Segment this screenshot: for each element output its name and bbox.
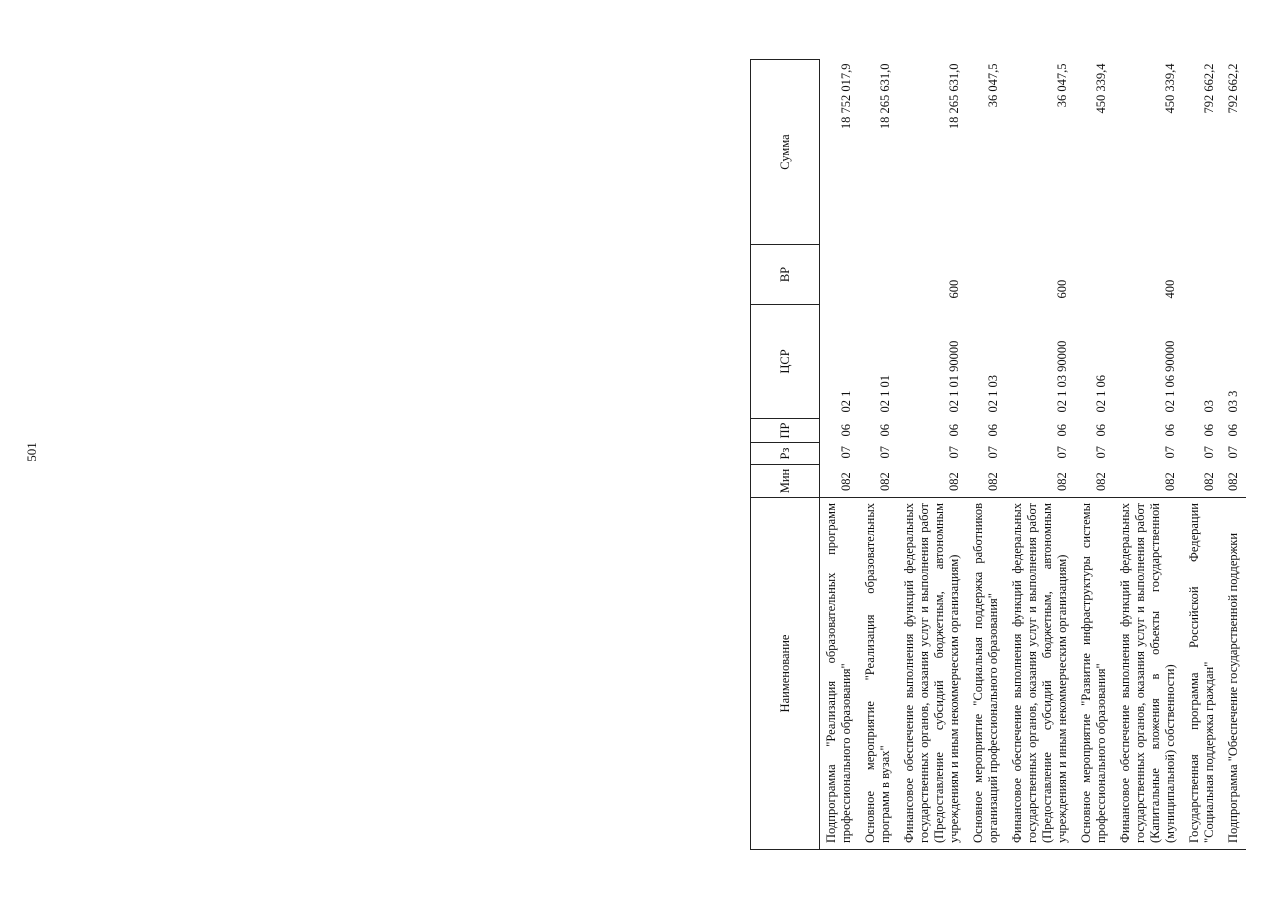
row-vr (967, 245, 1006, 305)
table-row (967, 60, 1006, 850)
row-sum: 18 265 631,0 (947, 63, 961, 130)
row-pr: 06 (947, 424, 961, 437)
row-min: 082 (1055, 472, 1069, 491)
row-name: Финансовое обеспечение выполнения функций федеральных государственных органов, оказания услуг и выполнения работ (Предоставление субсидий бюджетным, автономным учреждениям и иным некоммерческим организациям) (898, 498, 967, 850)
row-sum: 792 662,2 (1226, 63, 1240, 114)
row-csr: 02 1 01 90000 (947, 340, 961, 413)
row-csr: 03 3 (1226, 390, 1240, 413)
row-name: Финансовое обеспечение выполнения функций федеральных государственных органов, оказания услуг и выполнения работ (Капитальные вложения в объекты государственной (муниципальной) собственности) (1114, 498, 1183, 850)
row-name: Подпрограмма "Реализация образовательных программ профессионального образования" (820, 498, 860, 850)
header-name: Наименование (751, 498, 820, 850)
row-sum: 18 265 631,0 (878, 63, 892, 130)
row-pr: 06 (1055, 424, 1069, 437)
table-row (1114, 60, 1183, 850)
row-vr (1222, 245, 1246, 305)
row-csr: 02 1 06 (1094, 375, 1108, 413)
row-pr: 06 (1094, 424, 1108, 437)
rotated-page-content (750, 60, 1275, 850)
row-rz: 07 (947, 446, 961, 459)
header-vr: ВР (751, 245, 820, 305)
row-rz: 07 (1055, 446, 1069, 459)
row-rz: 07 (986, 446, 1000, 459)
row-vr (859, 245, 898, 305)
header-pr: ПР (751, 419, 820, 443)
row-min: 082 (1226, 472, 1240, 491)
row-min: 082 (986, 472, 1000, 491)
row-csr: 02 1 (839, 390, 853, 413)
table-row (1075, 60, 1114, 850)
row-csr: 02 1 06 90000 (1163, 340, 1177, 413)
row-name: Финансовое обеспечение выполнения функций федеральных государственных органов, оказания услуг и выполнения работ (Предоставление субсидий бюджетным, автономным учреждениям и иным некоммерческим организациям) (1006, 498, 1075, 850)
header-csr: ЦСР (751, 305, 820, 419)
table-row (1183, 60, 1222, 850)
row-rz: 07 (1163, 446, 1177, 459)
row-csr: 02 1 01 (878, 375, 892, 413)
row-rz: 07 (1226, 446, 1240, 459)
row-min: 082 (839, 472, 853, 491)
row-rz: 07 (839, 446, 853, 459)
row-rz: 07 (1094, 446, 1108, 459)
table-row (1006, 60, 1075, 850)
row-min: 082 (1094, 472, 1108, 491)
row-vr: 400 (1163, 279, 1177, 299)
row-csr: 03 (1202, 400, 1216, 413)
header-sum: Сумма (751, 60, 820, 245)
table-header-row (751, 60, 820, 850)
row-vr (1075, 245, 1114, 305)
row-name: Государственная программа Российской Федерации "Социальная поддержка граждан" (1183, 498, 1222, 850)
table-row (820, 60, 860, 850)
header-rz: Рз (751, 443, 820, 465)
page-number: 501 (24, 442, 39, 462)
row-vr (1183, 245, 1222, 305)
row-min: 082 (878, 472, 892, 491)
row-sum: 36 047,5 (1055, 63, 1069, 108)
row-sum: 792 662,2 (1202, 63, 1216, 114)
row-name: Основное мероприятие "Реализация образовательных программ в вузах" (859, 498, 898, 850)
row-min: 082 (1163, 472, 1177, 491)
row-sum: 18 752 017,9 (839, 63, 853, 130)
row-csr: 02 1 03 (986, 375, 1000, 413)
row-pr: 06 (878, 424, 892, 437)
table-row (1222, 60, 1246, 850)
row-pr: 06 (1202, 424, 1216, 437)
row-name: Основное мероприятие "Социальная поддержка работников организаций профессионального образования" (967, 498, 1006, 850)
row-name: Подпрограмма "Обеспечение государственной поддержки (1222, 498, 1246, 850)
row-pr: 06 (1226, 424, 1240, 437)
budget-table (750, 59, 1246, 850)
row-pr: 06 (839, 424, 853, 437)
row-sum: 450 339,4 (1163, 63, 1177, 114)
row-vr: 600 (947, 279, 961, 299)
row-sum: 36 047,5 (986, 63, 1000, 108)
row-min: 082 (947, 472, 961, 491)
row-rz: 07 (1202, 446, 1216, 459)
row-pr: 06 (1163, 424, 1177, 437)
row-csr: 02 1 03 90000 (1055, 340, 1069, 413)
row-sum: 450 339,4 (1094, 63, 1108, 114)
row-rz: 07 (878, 446, 892, 459)
row-name: Основное мероприятие "Развитие инфраструктуры системы профессионального образования" (1075, 498, 1114, 850)
row-pr: 06 (986, 424, 1000, 437)
table-row (898, 60, 967, 850)
row-min: 082 (1202, 472, 1216, 491)
table-row (859, 60, 898, 850)
row-vr (820, 245, 860, 305)
header-min: Мин (751, 465, 820, 498)
row-vr: 600 (1055, 279, 1069, 299)
